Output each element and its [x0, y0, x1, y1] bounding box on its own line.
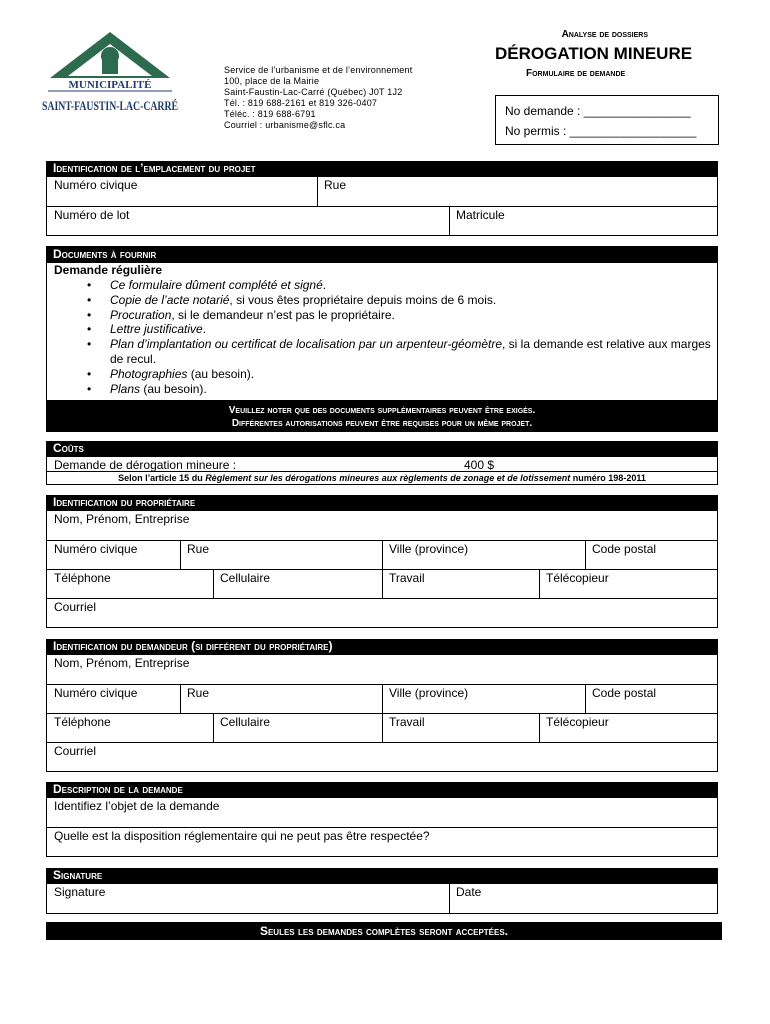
analyse-label: Analyse de dossiers [561, 29, 648, 40]
demandeur-cellulaire-field[interactable]: Cellulaire [220, 715, 271, 729]
signature-field[interactable]: Signature [54, 885, 106, 899]
demandeur-table [46, 654, 718, 772]
signature-table [46, 883, 718, 914]
service-line: Téléc. : 819 688-6791 [224, 109, 316, 119]
document-item: • Photographies (au besoin). [85, 367, 715, 382]
couts-table [46, 456, 718, 485]
service-line: Tél. : 819 688-2161 et 819 326-0407 [224, 98, 378, 108]
demandeur-courriel-field[interactable]: Courriel [54, 744, 97, 758]
description-table [46, 797, 718, 857]
proprietaire-numero-civique-field[interactable]: Numéro civique [54, 542, 138, 556]
service-address [224, 65, 412, 131]
document-item: • Procuration, si le demandeur n’est pas le propriétaire. [85, 308, 715, 323]
service-line: 100, place de la Mairie [224, 76, 320, 86]
proprietaire-travail-field[interactable]: Travail [389, 571, 425, 585]
proprietaire-ville-field[interactable]: Ville (province) [389, 542, 469, 556]
service-line: Courriel : urbanisme@sflc.ca [224, 120, 346, 130]
couts-reference: Selon l’article 15 du Règlement sur les dérogations mineures aux règlements de zonage et de lotissement numéro 198-2011 [118, 473, 646, 483]
section-demandeur-header: Identification du demandeur (si différent du propriétaire) [46, 639, 718, 654]
rue-field[interactable]: Rue [324, 178, 347, 192]
document-item: • Plans (au besoin). [85, 382, 715, 397]
form-subtitle: Formulaire de demande [526, 68, 626, 79]
demandeur-telecopieur-field[interactable]: Télécopieur [546, 715, 609, 729]
no-permis-field[interactable]: No permis : ___________________ [505, 124, 697, 138]
section-signature-header: Signature [46, 868, 718, 883]
matricule-field[interactable]: Matricule [456, 208, 505, 222]
section-couts-header: Coûts [46, 441, 718, 456]
document-item: • Plan d’implantation ou certificat de localisation par un arpenteur-géomètre, si la demande est relative aux marges de recul. [85, 337, 715, 367]
section-description-header: Description de la demande [46, 782, 718, 797]
demandeur-rue-field[interactable]: Rue [187, 686, 210, 700]
no-demande-field[interactable]: No demande : ________________ [505, 104, 691, 118]
couts-amount: 400 $ [464, 458, 495, 472]
demandeur-travail-field[interactable]: Travail [389, 715, 425, 729]
disposition-field[interactable]: Quelle est la disposition réglementaire qui ne peut pas être respectée? [54, 829, 430, 843]
proprietaire-rue-field[interactable]: Rue [187, 542, 210, 556]
section-proprietaire-header: Identification du propriétaire [46, 495, 718, 510]
municipality-logo [40, 30, 180, 125]
section-emplacement-header: Identification de l’emplacement du projet [46, 161, 718, 176]
proprietaire-table [46, 510, 718, 628]
note-line-1: Veuillez noter que des documents supplémentaires peuvent être exigés. [228, 405, 536, 416]
note-line-2: Différentes autorisations peuvent être requises pour un même projet. [231, 418, 533, 429]
reference-number-box [495, 95, 719, 145]
date-field[interactable]: Date [456, 885, 482, 899]
section-documents-header: Documents à fournir [46, 246, 718, 263]
document-item: • Ce formulaire dûment complété et signé. [85, 278, 715, 293]
document-item: • Copie de l’acte notarié, si vous êtes propriétaire depuis moins de 6 mois. [85, 293, 715, 308]
objet-demande-field[interactable]: Identifiez l’objet de la demande [54, 799, 220, 813]
service-line: Service de l’urbanisme et de l’environnement [224, 65, 413, 75]
logo-text-1: MUNICIPALITÉ [68, 79, 152, 91]
logo-text-2: SAINT-FAUSTIN-LAC-CARRÉ [42, 99, 178, 113]
emplacement-table [46, 176, 718, 236]
couts-label: Demande de dérogation mineure : [54, 458, 237, 472]
demandeur-ville-field[interactable]: Ville (province) [389, 686, 469, 700]
proprietaire-telecopieur-field[interactable]: Télécopieur [546, 571, 609, 585]
documents-list [46, 263, 718, 401]
demandeur-nom-field[interactable]: Nom, Prénom, Entreprise [54, 656, 190, 670]
documents-subhead: Demande régulière [54, 263, 163, 277]
numero-civique-field[interactable]: Numéro civique [54, 178, 138, 192]
proprietaire-courriel-field[interactable]: Courriel [54, 600, 97, 614]
demandeur-telephone-field[interactable]: Téléphone [54, 715, 111, 729]
proprietaire-nom-field[interactable]: Nom, Prénom, Entreprise [54, 512, 190, 526]
proprietaire-code-postal-field[interactable]: Code postal [592, 542, 657, 556]
service-line: Saint-Faustin-Lac-Carré (Québec) J0T 1J2 [224, 87, 403, 97]
numero-lot-field[interactable]: Numéro de lot [54, 208, 130, 222]
final-notice: Seules les demandes complètes seront acceptées. [46, 922, 722, 940]
proprietaire-telephone-field[interactable]: Téléphone [54, 571, 111, 585]
demandeur-numero-civique-field[interactable]: Numéro civique [54, 686, 138, 700]
proprietaire-cellulaire-field[interactable]: Cellulaire [220, 571, 271, 585]
form-title: DÉROGATION MINEURE [495, 44, 693, 63]
demandeur-code-postal-field[interactable]: Code postal [592, 686, 657, 700]
documents-note [46, 401, 718, 432]
document-item: • Lettre justificative. [85, 322, 715, 337]
